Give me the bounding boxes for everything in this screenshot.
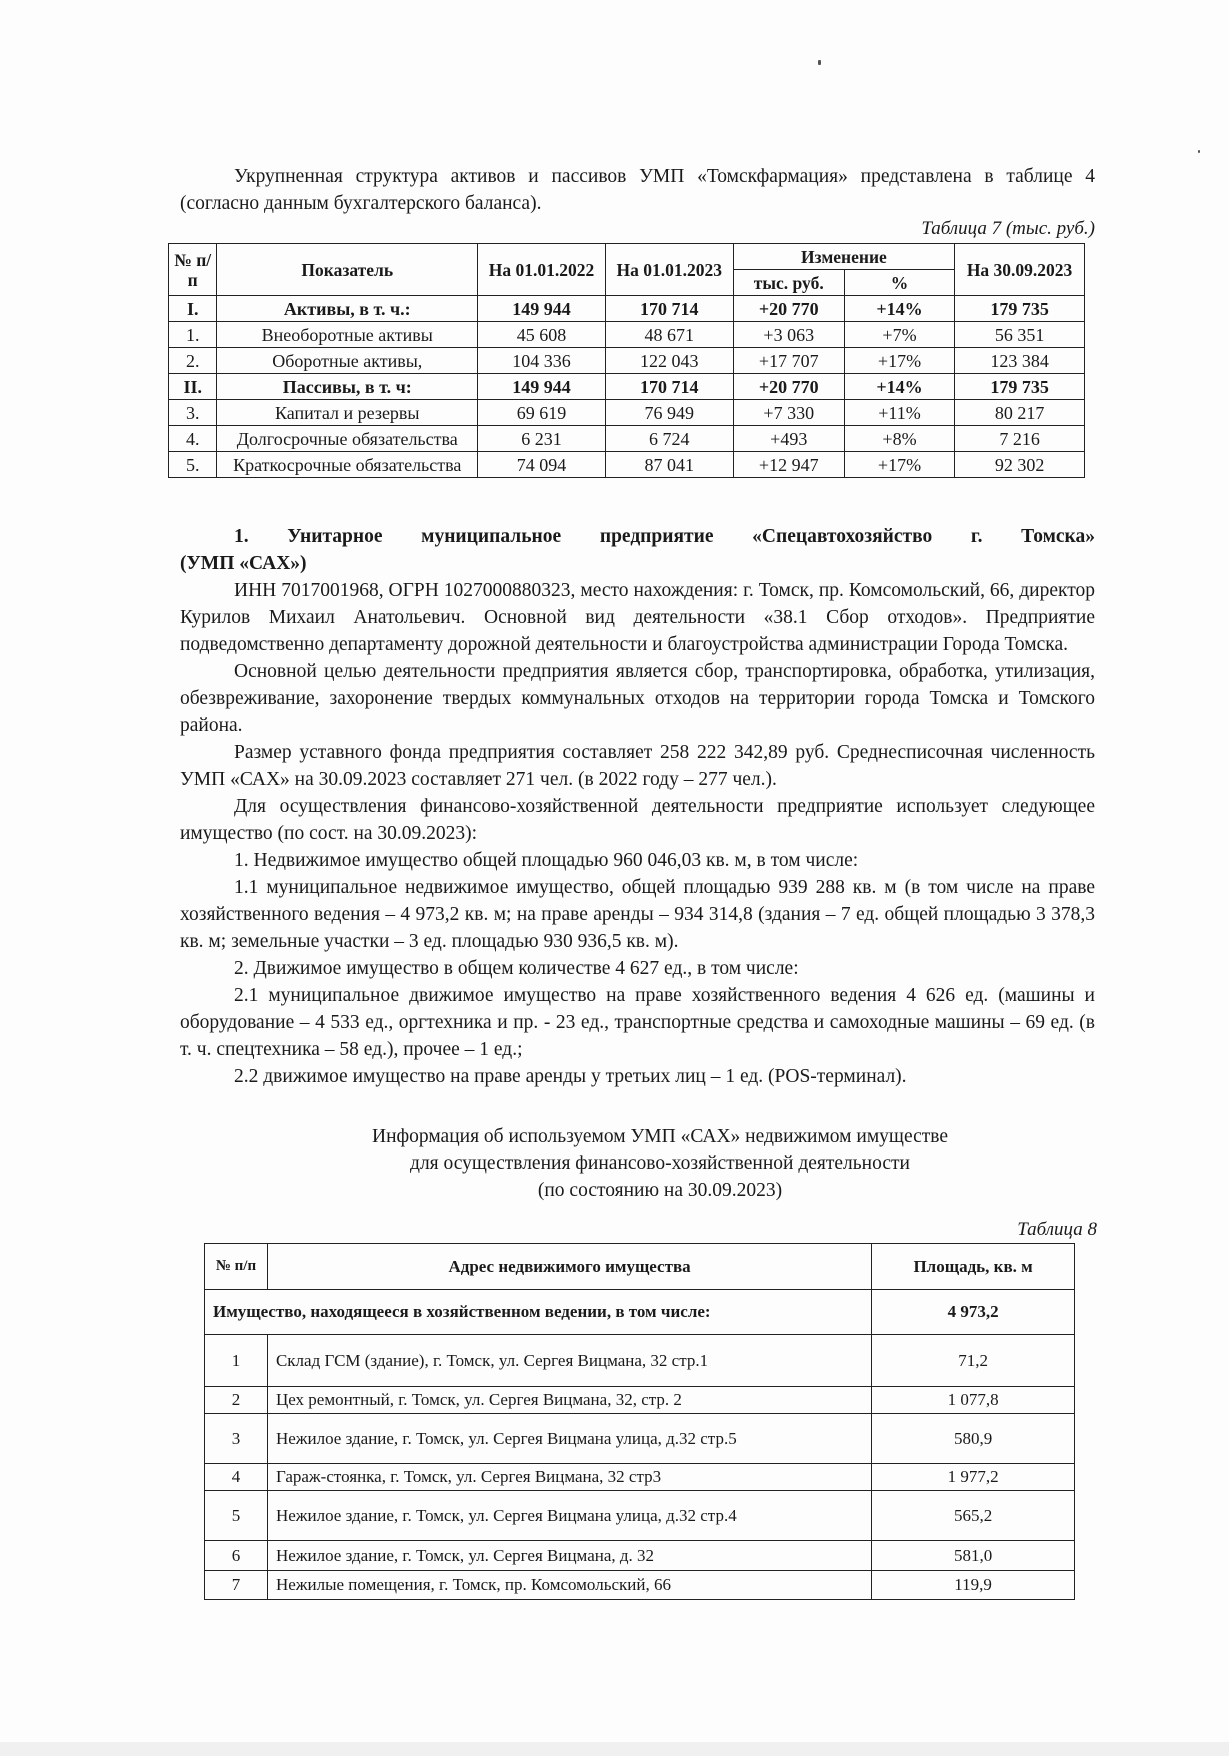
property-intro-paragraph: Для осуществления финансово-хозяйственной деятельности предприятие использует следующее имущество (по сост. на 30.09.2023): xyxy=(180,796,1095,844)
cell-2023: 87 041 xyxy=(605,452,733,478)
table-row xyxy=(205,1387,1075,1414)
cell-indicator: Активы, в т. ч.: xyxy=(217,296,478,322)
cell-pct: +14% xyxy=(844,296,954,322)
table-row xyxy=(169,348,1085,374)
cell-2023: 48 671 xyxy=(605,322,733,348)
cell-area: 580,9 xyxy=(872,1414,1075,1464)
property-item-2-1: 2.1 муниципальное движимое имущество на праве хозяйственного ведения 4 626 ед. (машины и оборудование – 4 533 ед., оргтехника и пр. - 23 ед., транспортные средства и самоходные машины – 69 ед. (в т. ч. спецтехника – 58 ед.), прочее – 1 ед.; xyxy=(180,985,1095,1060)
cell-address: Нежилое здание, г. Томск, ул. Сергея Вицмана улица, д.32 стр.5 xyxy=(267,1414,871,1464)
table-row xyxy=(169,296,1085,322)
cell-address: Склад ГСМ (здание), г. Томск, ул. Сергея Вицмана, 32 стр.1 xyxy=(267,1335,871,1387)
cell-num: 6 xyxy=(205,1541,268,1571)
cell-num: 1. xyxy=(169,322,217,348)
col-header-num: № п/п xyxy=(205,1244,268,1290)
cell-num: 7 xyxy=(205,1571,268,1600)
table-row xyxy=(169,400,1085,426)
capital-headcount-paragraph: Размер уставного фонда предприятия составляет 258 222 342,89 руб. Среднесписочная численность УМП «САХ» на 30.09.2023 составляет 271 чел. (в 2022 году – 277 чел.). xyxy=(180,742,1095,790)
cell-num: 2. xyxy=(169,348,217,374)
cell-2023-09: 123 384 xyxy=(955,348,1085,374)
property-item-1: 1. Недвижимое имущество общей площадью 960 046,03 кв. м, в том числе: xyxy=(234,850,859,871)
col-header-change: Изменение xyxy=(733,244,955,270)
cell-address: Нежилое здание, г. Томск, ул. Сергея Вицмана, д. 32 xyxy=(267,1541,871,1571)
table-row xyxy=(169,374,1085,400)
cell-pct: +11% xyxy=(844,400,954,426)
cell-change: +3 063 xyxy=(733,322,844,348)
cell-num: 4 xyxy=(205,1464,268,1491)
group-row-label: Имущество, находящееся в хозяйственном ведении, в том числе: xyxy=(205,1290,872,1335)
col-header-num: № п/п xyxy=(169,244,217,296)
col-header-2022: На 01.01.2022 xyxy=(478,244,606,296)
company-details-paragraph: ИНН 7017001968, ОГРН 1027000880323, место нахождения: г. Томск, пр. Комсомольский, 66, директор Курилов Михаил Анатольевич. Основной вид деятельности «38.1 Сбор отходов». Предприятие подведомственно департаменту дорожной деятельности и благоустройства администрации Города Томска. xyxy=(180,580,1095,655)
cell-pct: +17% xyxy=(844,452,954,478)
cell-2023-09: 80 217 xyxy=(955,400,1085,426)
cell-indicator: Пассивы, в т. ч: xyxy=(217,374,478,400)
cell-2023-09: 92 302 xyxy=(955,452,1085,478)
section1-body xyxy=(180,577,1095,1090)
cell-address: Гараж-стоянка, г. Томск, ул. Сергея Вицмана, 32 стр3 xyxy=(267,1464,871,1491)
cell-pct: +17% xyxy=(844,348,954,374)
table-row xyxy=(205,1571,1075,1600)
col-header-change-rub: тыс. руб. xyxy=(733,270,844,296)
cell-2023: 170 714 xyxy=(605,296,733,322)
cell-area: 71,2 xyxy=(872,1335,1075,1387)
scan-artifact xyxy=(1198,150,1200,153)
cell-area: 581,0 xyxy=(872,1541,1075,1571)
table-row xyxy=(205,1414,1075,1464)
col-header-indicator: Показатель xyxy=(217,244,478,296)
cell-2023: 76 949 xyxy=(605,400,733,426)
info-title-line2: для осуществления финансово-хозяйственной деятельности xyxy=(410,1153,910,1174)
cell-num: 4. xyxy=(169,426,217,452)
property-item-2-2: 2.2 движимое имущество на праве аренды у третьих лиц – 1 ед. (POS-терминал). xyxy=(234,1066,907,1087)
table8-real-estate xyxy=(204,1243,1075,1600)
info-title xyxy=(300,1123,1020,1204)
cell-num: 1 xyxy=(205,1335,268,1387)
cell-change: +20 770 xyxy=(733,374,844,400)
table7-balance-structure xyxy=(168,243,1085,478)
cell-2022: 69 619 xyxy=(478,400,606,426)
intro-paragraph: Укрупненная структура активов и пассивов УМП «Томскфармация» представлена в таблице 4 (согласно данным бухгалтерского баланса). xyxy=(180,166,1095,214)
cell-num: 5 xyxy=(205,1491,268,1541)
table-row xyxy=(169,426,1085,452)
cell-num: 3 xyxy=(205,1414,268,1464)
cell-num: 2 xyxy=(205,1387,268,1414)
cell-change: +17 707 xyxy=(733,348,844,374)
cell-2023-09: 179 735 xyxy=(955,296,1085,322)
property-item-2: 2. Движимое имущество в общем количестве 4 627 ед., в том числе: xyxy=(234,958,799,979)
col-header-2023-09: На 30.09.2023 xyxy=(955,244,1085,296)
section1-heading xyxy=(180,523,1095,577)
col-header-2023: На 01.01.2023 xyxy=(605,244,733,296)
cell-2022: 104 336 xyxy=(478,348,606,374)
cell-indicator: Долгосрочные обязательства xyxy=(217,426,478,452)
cell-indicator: Краткосрочные обязательства xyxy=(217,452,478,478)
cell-pct: +8% xyxy=(844,426,954,452)
cell-area: 565,2 xyxy=(872,1491,1075,1541)
cell-address: Нежилые помещения, г. Томск, пр. Комсомольский, 66 xyxy=(267,1571,871,1600)
col-header-change-pct: % xyxy=(844,270,954,296)
cell-change: +20 770 xyxy=(733,296,844,322)
cell-indicator: Внеоборотные активы xyxy=(217,322,478,348)
cell-2022: 6 231 xyxy=(478,426,606,452)
cell-change: +493 xyxy=(733,426,844,452)
cell-2023-09: 56 351 xyxy=(955,322,1085,348)
info-title-line1: Информация об используемом УМП «САХ» недвижимом имуществе xyxy=(371,1126,949,1147)
cell-area: 1 077,8 xyxy=(872,1387,1075,1414)
cell-pct: +14% xyxy=(844,374,954,400)
cell-indicator: Оборотные активы, xyxy=(217,348,478,374)
info-title-line3: (по состоянию на 30.09.2023) xyxy=(537,1180,783,1201)
table-row xyxy=(205,1541,1075,1571)
col-header-address: Адрес недвижимого имущества xyxy=(267,1244,871,1290)
table8-caption: Таблица 8 xyxy=(1017,1219,1097,1240)
cell-pct: +7% xyxy=(844,322,954,348)
cell-num: I. xyxy=(169,296,217,322)
main-goal-paragraph: Основной целью деятельности предприятия является сбор, транспортировка, обработка, утилизация, обезвреживание, захоронение твердых коммунальных отходов на территории города Томска и Томского района. xyxy=(180,661,1095,736)
table-row xyxy=(205,1464,1075,1491)
section1-heading-line1: 1. Унитарное муниципальное предприятие «Спецавтохозяйство г. Томска» xyxy=(234,526,1095,547)
group-row xyxy=(205,1290,1075,1335)
cell-2022: 149 944 xyxy=(478,374,606,400)
property-item-1-1: 1.1 муниципальное недвижимое имущество, общей площадью 939 288 кв. м (в том числе на праве хозяйственного ведения – 4 973,2 кв. м; на праве аренды – 934 314,8 (здания – 7 ед. общей площадью 3 378,3 кв. м; земельные участки – 3 ед. площадью 930 936,5 кв. м). xyxy=(180,877,1095,952)
cell-change: +12 947 xyxy=(733,452,844,478)
cell-2022: 74 094 xyxy=(478,452,606,478)
cell-2023: 122 043 xyxy=(605,348,733,374)
cell-2023-09: 7 216 xyxy=(955,426,1085,452)
cell-num: II. xyxy=(169,374,217,400)
cell-2023-09: 179 735 xyxy=(955,374,1085,400)
cell-2023: 170 714 xyxy=(605,374,733,400)
scan-edge xyxy=(0,1742,1229,1756)
cell-2022: 45 608 xyxy=(478,322,606,348)
cell-indicator: Капитал и резервы xyxy=(217,400,478,426)
table7-caption: Таблица 7 (тыс. руб.) xyxy=(921,218,1095,239)
cell-num: 5. xyxy=(169,452,217,478)
table-row xyxy=(169,452,1085,478)
scan-artifact xyxy=(818,60,821,65)
cell-change: +7 330 xyxy=(733,400,844,426)
table-row xyxy=(205,1491,1075,1541)
group-row-area: 4 973,2 xyxy=(872,1290,1075,1335)
cell-address: Цех ремонтный, г. Томск, ул. Сергея Вицмана, 32, стр. 2 xyxy=(267,1387,871,1414)
cell-2022: 149 944 xyxy=(478,296,606,322)
cell-address: Нежилое здание, г. Томск, ул. Сергея Вицмана улица, д.32 стр.4 xyxy=(267,1491,871,1541)
cell-area: 1 977,2 xyxy=(872,1464,1075,1491)
section1-heading-line2: (УМП «САХ») xyxy=(180,553,307,574)
col-header-area: Площадь, кв. м xyxy=(872,1244,1075,1290)
cell-num: 3. xyxy=(169,400,217,426)
cell-2023: 6 724 xyxy=(605,426,733,452)
table-row xyxy=(169,322,1085,348)
table-row xyxy=(205,1335,1075,1387)
cell-area: 119,9 xyxy=(872,1571,1075,1600)
